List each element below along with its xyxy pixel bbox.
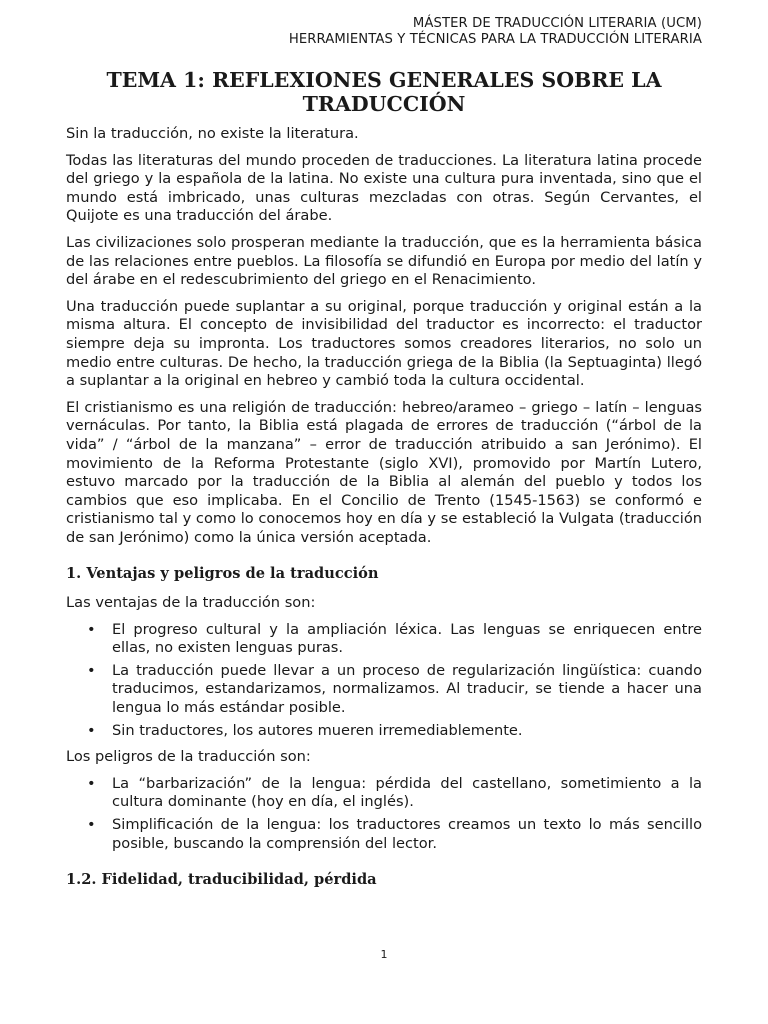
document-body xyxy=(66,125,702,900)
title-line-1: TEMA 1: REFLEXIONES GENERALES SOBRE LA xyxy=(106,68,662,92)
list-item xyxy=(66,816,702,853)
list-item-text: Simplificación de la lengua: los traductores creamos un texto lo más sencillo posible, buscando la comprensión del lector. xyxy=(112,816,702,852)
advantages-list xyxy=(66,621,702,741)
list-item xyxy=(66,662,702,718)
list-item-text: La traducción puede llevar a un proceso de regularización lingüística: cuando traducimos, estandarizamos, normalizamos. Al traducir, se tiende a hacer una lengua lo más estándar posible. xyxy=(112,661,702,717)
list-item-text: La “barbarización” de la lengua: pérdida del castellano, sometimiento a la cultura dominante (hoy en día, el inglés). xyxy=(112,774,702,811)
paragraph-civilizations: Las civilizaciones solo prosperan mediante la traducción, que es la herramienta básica de las relaciones entre pueblos. La filosofía se difundió en Europa por medio del latín y del árabe en el redescubrimiento del griego en el Renacimiento. xyxy=(66,233,702,289)
list-item-text: El progreso cultural y la ampliación léxica. Las lenguas se enriquecen entre ellas, no existen lenguas puras. xyxy=(112,620,702,657)
header-line-course: HERRAMIENTAS Y TÉCNICAS PARA LA TRADUCCIÓN LITERARIA xyxy=(288,32,702,47)
list-item xyxy=(66,722,702,741)
title-line-2: TRADUCCIÓN xyxy=(302,92,466,116)
paragraph-supplant: Una traducción puede suplantar a su original, porque traducción y original están a la misma altura. El concepto de invisibilidad del traductor es incorrecto: el traductor siempre deja su impronta. Los traductores somos creadores literarios, no solo un medio entre culturas. De hecho, la traducción griega de la Biblia (la Septuaginta) llegó a suplantar a la original en hebreo y cambió toda la cultura occidental. xyxy=(66,297,702,390)
bullet-icon: • xyxy=(87,774,96,792)
running-header xyxy=(289,16,702,48)
page-number: 1 xyxy=(380,948,388,961)
document-page xyxy=(66,0,702,1024)
dangers-list xyxy=(66,775,702,853)
bullet-icon: • xyxy=(87,721,96,739)
bullet-icon: • xyxy=(87,661,96,679)
dangers-intro: Los peligros de la traducción son: xyxy=(66,748,311,766)
document-title xyxy=(66,68,702,116)
paragraph-literatures: Todas las literaturas del mundo proceden de traducciones. La literatura latina procede del griego y la española de la latina. No existe una cultura pura inventada, sino que el mundo está imbricado, unas culturas mezcladas con otras. Según Cervantes, el Quijote es una traducción del árabe. xyxy=(66,151,702,225)
paragraph-christianity: El cristianismo es una religión de traducción: hebreo/arameo – griego – latín – lenguas vernáculas. Por tanto, la Biblia está plagada de errores de traducción (“árbol de la vida” / “árbol de la manzana” – error de traducción atribuido a san Jerónimo). El movimiento de la Reforma Protestante (siglo XVI), promovido por Martín Lutero, estuvo marcado por la traducción de la Biblia al alemán del pueblo y todos los cambios que eso implicaba. En el Concilio de Trento (1545-1563) se conformó e cristianismo tal y como lo conocemos hoy en día y se estableció la Vulgata (traducción de san Jerónimo) como la única versión aceptada. xyxy=(66,398,702,546)
advantages-intro: Las ventajas de la traducción son: xyxy=(66,594,316,612)
bullet-icon: • xyxy=(87,620,96,638)
paragraph-intro: Sin la traducción, no existe la literatura. xyxy=(66,125,359,142)
header-line-program: MÁSTER DE TRADUCCIÓN LITERARIA (UCM) xyxy=(412,16,702,31)
bullet-icon: • xyxy=(87,816,96,833)
section-heading-advantages-dangers: 1. Ventajas y peligros de la traducción xyxy=(66,565,379,583)
list-item xyxy=(66,621,702,658)
section-heading-fidelity: 1.2. Fidelidad, traducibilidad, pérdida xyxy=(66,871,377,889)
list-item-text: Sin traductores, los autores mueren irremediablemente. xyxy=(112,721,523,739)
list-item xyxy=(66,775,702,812)
